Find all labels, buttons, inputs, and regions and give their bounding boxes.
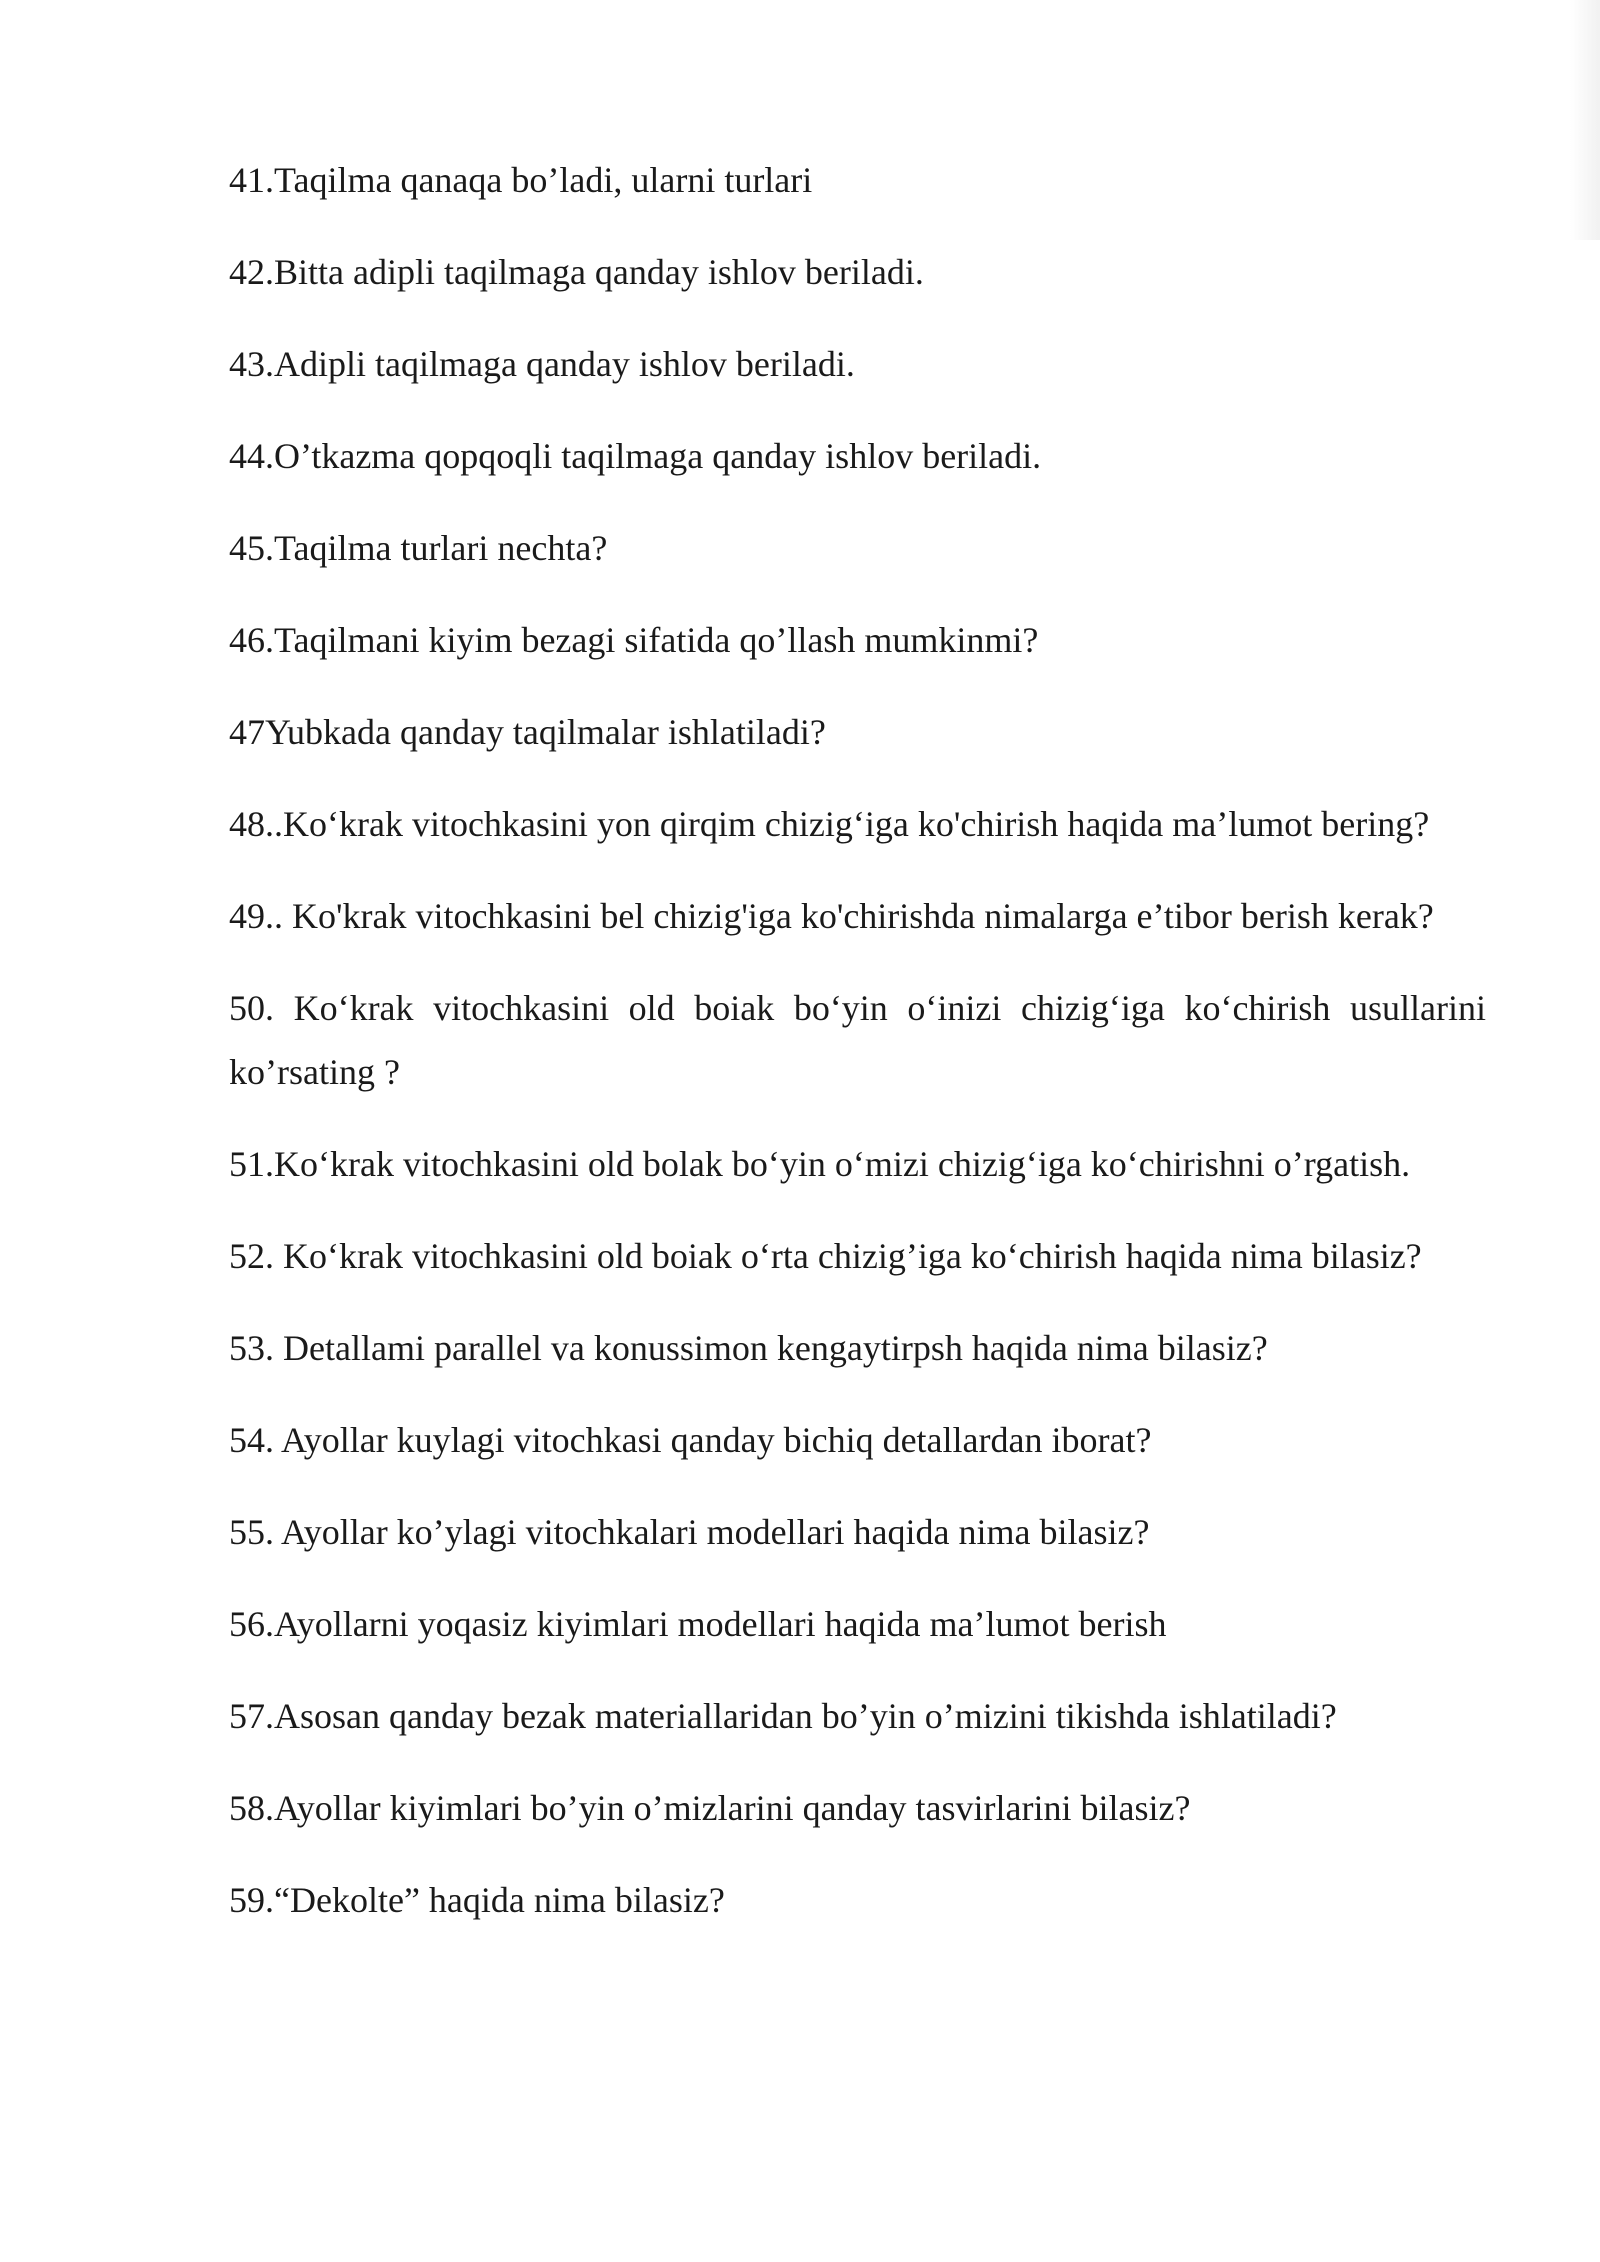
question-52: 52. Ko‘krak vitochkasini old boiak o‘rta chizig’iga ko‘chirish haqida nima bilasiz? [229,1236,1422,1276]
question-44: 44.O’tkazma qopqoqli taqilmaga qanday ishlov beriladi. [229,436,1042,476]
question-56: 56.Ayollarni yoqasiz kiyimlari modellari haqida ma’lumot berish [229,1604,1167,1644]
question-43: 43.Adipli taqilmaga qanday ishlov beriladi. [229,344,855,384]
question-49: 49.. Ko'krak vitochkasini bel chizig'iga ko'chirishda nimalarga e’tibor berish kerak? [229,896,1434,936]
question-54: 54. Ayollar kuylagi vitochkasi qanday bichiq detallardan iborat? [229,1420,1152,1460]
question-57: 57.Asosan qanday bezak materiallaridan bo’yin o’mizini tikishda ishlatiladi? [229,1696,1337,1736]
question-42: 42.Bitta adipli taqilmaga qanday ishlov beriladi. [229,252,924,292]
question-list [229,148,1486,1960]
question-47: 47Yubkada qanday taqilmalar ishlatiladi? [229,712,826,752]
question-55: 55. Ayollar ko’ylagi vitochkalari modellari haqida nima bilasiz? [229,1512,1150,1552]
question-51: 51.Ko‘krak vitochkasini old bolak bo‘yin o‘mizi chizig‘iga ko‘chirishni o’rgatish. [229,1144,1411,1184]
question-59: 59.“Dekolte” haqida nima bilasiz? [229,1880,725,1920]
question-45: 45.Taqilma turlari nechta? [229,528,608,568]
page-edge-shadow [1570,0,1600,240]
question-50: 50. Ko‘krak vitochkasini old boiak bo‘yin o‘inizi chizig‘iga ko‘chirish usullarini ko’rsating ? [229,988,1486,1092]
question-48: 48..Ko‘krak vitochkasini yon qirqim chizig‘iga ko'chirish haqida ma’lumot bering? [229,804,1430,844]
question-53: 53. Detallami parallel va konussimon kengaytirpsh haqida nima bilasiz? [229,1328,1268,1368]
question-58: 58.Ayollar kiyimlari bo’yin o’mizlarini qanday tasvirlarini bilasiz? [229,1788,1191,1828]
question-46: 46.Taqilmani kiyim bezagi sifatida qo’llash mumkinmi? [229,620,1039,660]
question-41: 41.Taqilma qanaqa bo’ladi, ularni turlari [229,160,813,200]
